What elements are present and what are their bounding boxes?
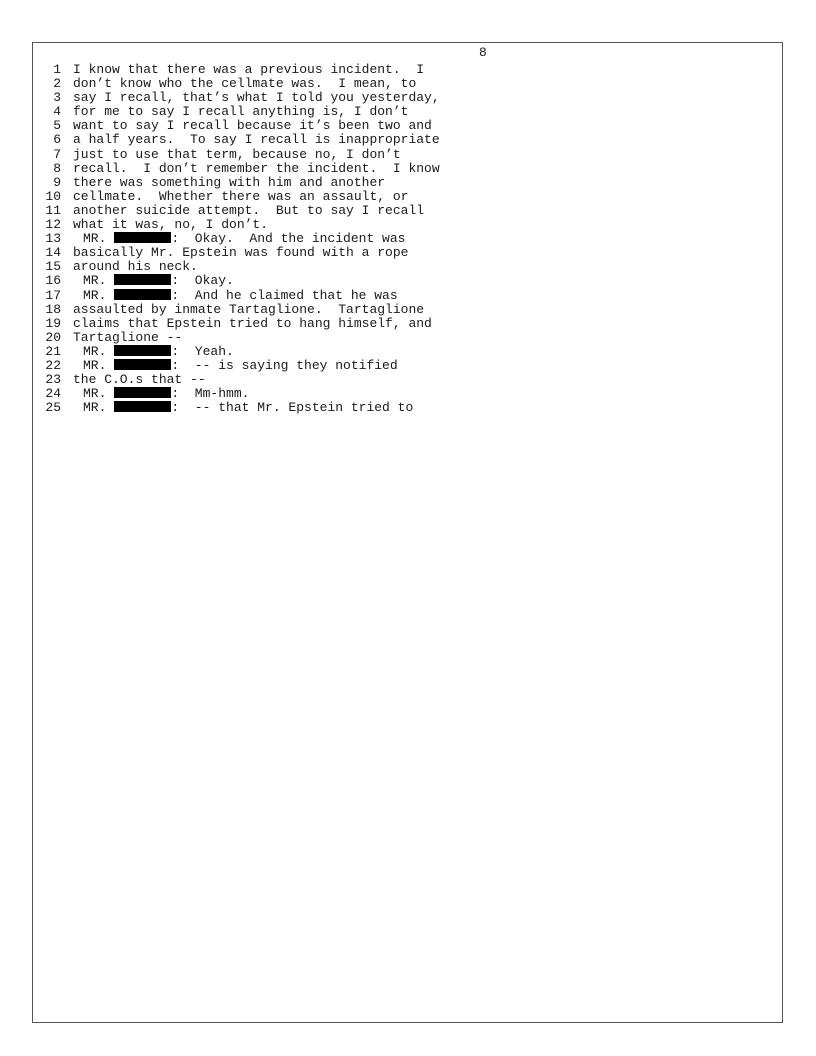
line-text: Tartaglione -- — [73, 329, 183, 345]
speaker-line-text — [61, 401, 413, 415]
line-number: 23 — [45, 372, 61, 388]
line-number: 13 — [45, 231, 61, 247]
transcript-line — [37, 345, 440, 359]
speaker-title: MR. — [83, 357, 107, 373]
line-text: the C.O.s that -- — [73, 372, 206, 388]
speaker-title: MR. — [83, 287, 107, 303]
line-text: just to use that term, because no, I don’t — [73, 146, 401, 162]
line-text: for me to say I recall anything is, I don’t — [73, 104, 409, 120]
redaction-bar — [114, 359, 171, 370]
transcript-line — [37, 289, 440, 303]
redaction-bar — [114, 387, 171, 398]
transcript-line — [37, 176, 440, 190]
speaker-line-text — [61, 345, 234, 359]
line-number: 17 — [45, 287, 61, 303]
line-text: cellmate. Whether there was an assault, or — [73, 188, 409, 204]
speaker-title: MR. — [83, 386, 107, 402]
line-number: 24 — [45, 386, 61, 402]
speaker-line-text — [61, 289, 398, 303]
line-text: there was something with him and another — [73, 174, 386, 190]
speaker-title: MR. — [83, 231, 107, 247]
page-number: 8 — [479, 45, 487, 60]
redaction-bar — [114, 232, 171, 243]
line-number: 2 — [53, 76, 61, 92]
line-number: 21 — [45, 343, 61, 359]
line-number: 15 — [45, 259, 61, 275]
speaker-line-text — [61, 359, 398, 373]
line-text: I know that there was a previous incident. I — [73, 62, 425, 77]
line-text: don’t know who the cellmate was. I mean, to — [73, 76, 417, 92]
line-text: : -- that Mr. Epstein tried to — [171, 400, 414, 416]
line-text: a half years. To say I recall is inappropriate — [73, 132, 440, 148]
transcript-line — [37, 91, 440, 105]
line-text: : Mm-hmm. — [171, 386, 250, 402]
transcript-line — [37, 148, 440, 162]
line-number: 8 — [53, 160, 61, 176]
line-text: recall. I don’t remember the incident. I know — [73, 160, 440, 176]
line-number: 11 — [45, 202, 61, 218]
transcript-line — [37, 401, 440, 415]
line-number: 3 — [53, 90, 61, 106]
transcript-lines — [37, 63, 440, 415]
line-number: 5 — [53, 118, 61, 134]
speaker-line-text — [61, 387, 249, 401]
line-number: 19 — [45, 315, 61, 331]
redaction-bar — [114, 274, 171, 285]
transcript-line — [37, 246, 440, 260]
line-text: : Okay. And the incident was — [171, 231, 406, 247]
speaker-title: MR. — [83, 273, 107, 289]
transcript-line — [37, 331, 440, 345]
line-number: 9 — [53, 174, 61, 190]
line-number: 14 — [45, 245, 61, 261]
line-number: 1 — [53, 62, 61, 77]
line-number: 10 — [45, 188, 61, 204]
line-text: say I recall, that’s what I told you yesterday, — [73, 90, 440, 106]
transcript-line — [37, 133, 440, 147]
redaction-bar — [114, 401, 171, 412]
transcript-line — [37, 204, 440, 218]
transcript-line — [37, 387, 440, 401]
line-number: 25 — [45, 400, 61, 416]
transcript-line — [37, 373, 440, 387]
speaker-line-text — [61, 274, 234, 288]
line-text: : -- is saying they notified — [171, 357, 398, 373]
line-text: want to say I recall because it’s been two and — [73, 118, 432, 134]
transcript-line — [37, 232, 440, 246]
line-text: around his neck. — [73, 259, 198, 275]
redaction-bar — [114, 345, 171, 356]
line-number: 22 — [45, 357, 61, 373]
speaker-title: MR. — [83, 343, 107, 359]
transcript-line — [37, 63, 440, 77]
transcript-line — [37, 260, 440, 274]
transcript-line — [37, 162, 440, 176]
line-number: 18 — [45, 301, 61, 317]
transcript-line — [37, 105, 440, 119]
line-text: what it was, no, I don’t. — [73, 217, 269, 233]
line-text: : Okay. — [171, 273, 234, 289]
transcript-line — [37, 274, 440, 288]
line-number: 6 — [53, 132, 61, 148]
line-number: 20 — [45, 329, 61, 345]
transcript-line — [37, 190, 440, 204]
transcript-line — [37, 77, 440, 91]
transcript-line — [37, 359, 440, 373]
redaction-bar — [114, 289, 171, 300]
line-text: assaulted by inmate Tartaglione. Tartaglione — [73, 301, 425, 317]
line-text: : And he claimed that he was — [171, 287, 398, 303]
transcript-line — [37, 218, 440, 232]
line-number: 4 — [53, 104, 61, 120]
line-text: : Yeah. — [171, 343, 234, 359]
speaker-line-text — [61, 232, 405, 246]
line-text: another suicide attempt. But to say I recall — [73, 202, 425, 218]
transcript-line — [37, 303, 440, 317]
line-text: claims that Epstein tried to hang himself, and — [73, 315, 432, 331]
line-text: basically Mr. Epstein was found with a rope — [73, 245, 409, 261]
speaker-title: MR. — [83, 400, 107, 416]
transcript-line — [37, 317, 440, 331]
line-number: 16 — [45, 273, 61, 289]
transcript-line — [37, 119, 440, 133]
line-number: 12 — [45, 217, 61, 233]
line-number: 7 — [53, 146, 61, 162]
